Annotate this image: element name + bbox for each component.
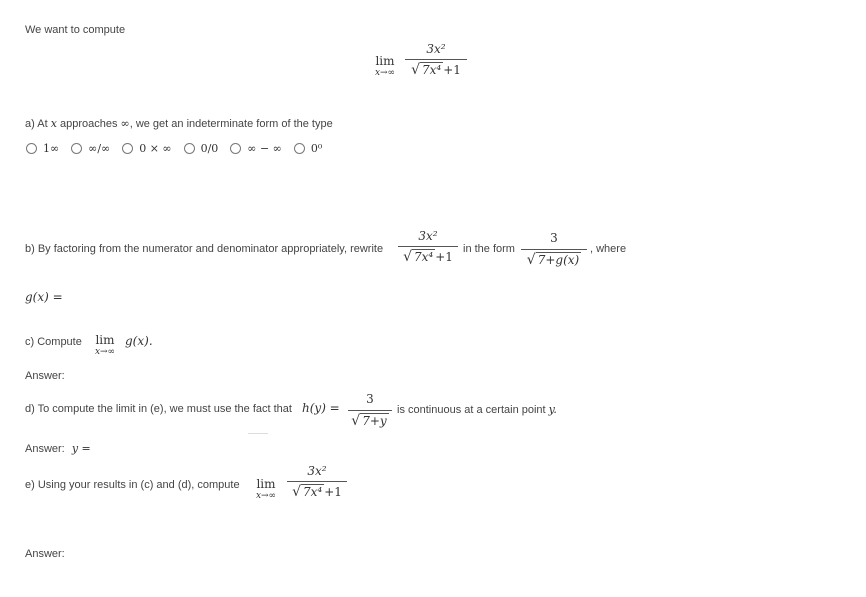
part-d-answer: [25, 442, 91, 455]
part-e-text: e) Using your results in (c) and (d), compute: [25, 479, 240, 491]
option-0-over-0[interactable]: [184, 142, 219, 155]
option-label: 1∞: [43, 142, 60, 155]
radicand: 7x⁴: [414, 250, 434, 264]
option-inf-minus-inf[interactable]: [230, 142, 282, 155]
option-label: 0/0: [200, 142, 219, 155]
where-text: , where: [590, 243, 627, 255]
part-e-fraction: [287, 464, 347, 500]
part-a-var: x: [50, 117, 57, 130]
part-a-inf: ∞: [120, 117, 130, 130]
lim-word: lim: [375, 54, 395, 68]
part-a-suffix: , we get an indeterminate form of the type: [129, 118, 333, 130]
form-denominator: √ 7+g(x): [526, 252, 580, 268]
main-fraction: [405, 42, 467, 78]
part-c-expr: g(x).: [125, 334, 153, 348]
option-0-pow-0[interactable]: [294, 142, 322, 155]
radio-circle[interactable]: [230, 143, 241, 154]
den-tail: +1: [443, 63, 461, 77]
option-1-inf[interactable]: [26, 142, 59, 155]
part-b-numerator: 3x²: [418, 229, 438, 243]
fraction-bar: [405, 59, 467, 60]
y-equals: y =: [71, 442, 91, 455]
g-of-x-label: g(x) =: [25, 290, 63, 304]
main-numerator: 3x²: [426, 42, 446, 56]
h-of-y-label: h(y) =: [302, 401, 340, 415]
part-d-tail: [397, 403, 557, 416]
den-tail: +1: [435, 250, 453, 264]
part-d-denominator: √ 7+y: [351, 413, 387, 429]
form-numerator: 3: [550, 231, 558, 245]
radio-circle[interactable]: [71, 143, 82, 154]
den-tail: +1: [324, 485, 342, 499]
fraction-bar: [348, 410, 392, 411]
fraction-bar: [398, 246, 458, 247]
form-radicand: 7+g(x): [537, 253, 580, 267]
lim-word: lim: [95, 333, 115, 347]
intro-text: We want to compute: [25, 24, 126, 36]
decorative-line: [248, 433, 268, 434]
continuity-text: is continuous at a certain point: [397, 404, 546, 416]
part-e-numerator: 3x²: [307, 464, 327, 478]
part-e-answer-label: Answer:: [25, 548, 65, 560]
part-a-question: [25, 117, 333, 130]
part-d-numerator: 3: [366, 392, 374, 406]
part-b-denominator: √ 7x⁴ +1: [403, 249, 453, 265]
option-inf-over-inf[interactable]: [71, 142, 110, 155]
option-0-times-inf[interactable]: [122, 142, 171, 155]
fraction-bar: [287, 481, 347, 482]
part-e-limit: [247, 478, 285, 501]
option-label: ∞/∞: [88, 142, 111, 155]
lim-word: lim: [256, 477, 276, 491]
radicand: 7x⁴: [303, 485, 323, 499]
point-y: y.: [548, 403, 557, 416]
part-e-denominator: √ 7x⁴ +1: [292, 484, 342, 500]
in-the-form-text: in the form: [463, 243, 515, 255]
lim-subscript: x→∞: [255, 491, 277, 501]
part-a-middle: approaches: [59, 118, 118, 130]
radio-circle[interactable]: [184, 143, 195, 154]
option-label: 0 × ∞: [139, 142, 172, 155]
answer-label: Answer:: [25, 443, 65, 455]
lim-subscript: x→∞: [374, 68, 396, 78]
radicand: 7x⁴: [422, 63, 442, 77]
part-a-options: [26, 142, 334, 155]
radio-circle[interactable]: [122, 143, 133, 154]
part-b-form-fraction: [521, 231, 587, 268]
part-d-radicand: 7+y: [362, 414, 387, 428]
fraction-bar: [521, 249, 587, 250]
part-c-text: c) Compute: [25, 336, 82, 348]
part-c-answer-label: Answer:: [25, 370, 65, 382]
main-denominator: √ 7x⁴ +1: [411, 62, 461, 78]
radio-circle[interactable]: [294, 143, 305, 154]
option-label: 0⁰: [310, 142, 323, 155]
part-b-text: b) By factoring from the numerator and denominator appropriately, rewrite: [25, 243, 384, 255]
part-d-fraction: [348, 392, 392, 429]
main-limit: [367, 55, 403, 78]
part-c-limit: [86, 334, 124, 357]
radio-circle[interactable]: [26, 143, 37, 154]
option-label: ∞ − ∞: [247, 142, 282, 155]
part-a-prefix: a) At: [25, 118, 48, 130]
part-b-fraction: [398, 229, 458, 265]
lim-subscript: x→∞: [94, 347, 116, 357]
part-d-text: d) To compute the limit in (e), we must use the fact that: [25, 403, 292, 415]
